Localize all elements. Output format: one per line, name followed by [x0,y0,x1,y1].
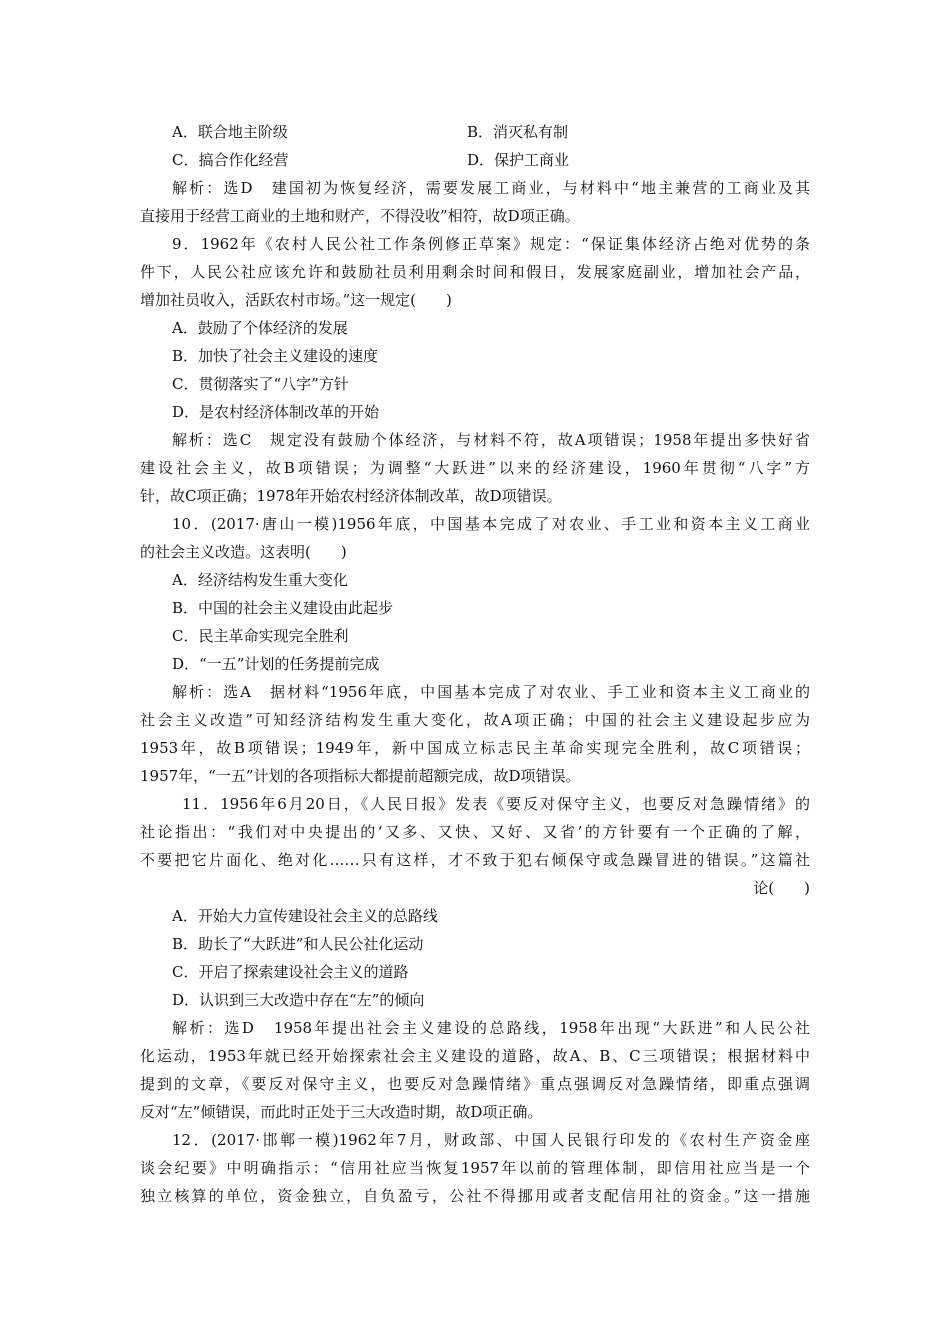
q11-stem-line-4: 论( ) [753,879,810,897]
q10-answer-line-2: 社会主义改造”可知经济结构发生重大变化，故A项正确；中国的社会主义建设起步应为 [140,711,810,729]
q9-answer-line-2: 建设社会主义，故B项错误；为调整“大跃进”以来的经济建设，1960年贯彻“八字”方 [140,459,810,477]
q11-answer-line-4: 反对“左”倾错误，而此时正处于三大改造时期，故D项正确。 [140,1103,543,1121]
q12-stem-line-3: 独立核算的单位，资金独立，自负盈亏，公社不得挪用或者支配信用社的资金。”这一措施 [140,1187,810,1205]
q9-option-a: A．鼓励了个体经济的发展 [172,319,348,337]
q8-option-a: A．联合地主阶级 [172,123,288,141]
q12-stem-line-2: 谈会纪要》中明确指示：“信用社应当恢复1957年以前的管理体制，即信用社应当是一个 [140,1159,810,1177]
q11-option-b: B．助长了“大跃进”和人民公社化运动 [172,935,424,953]
q10-option-d: D．“一五”计划的任务提前完成 [172,655,380,673]
q8-option-b: B．消灭私有制 [467,123,569,141]
q11-stem-line-1: 11．1956年6月20日，《人民日报》发表《要反对保守主义，也要反对急躁情绪》的 [182,795,810,813]
q10-stem-line-2: 的社会主义改造。这表明( ) [140,543,347,561]
q9-stem-line-2: 件下，人民公社应该允许和鼓励社员利用剩余时间和假日，发展家庭副业，增加社会产品， [140,263,810,281]
q10-option-b: B．中国的社会主义建设由此起步 [172,599,394,617]
q9-option-c: C．贯彻落实了“八字”方针 [172,375,349,393]
q9-option-b: B．加快了社会主义建设的速度 [172,347,379,365]
q11-answer-line-3: 提到的文章，《要反对保守主义，也要反对急躁情绪》重点强调反对急躁情绪，即重点强调 [140,1075,810,1093]
q10-answer-line-4: 1957年，“一五”计划的各项指标大都提前超额完成，故D项错误。 [140,767,581,785]
q9-answer-line-1: 解析：选C 规定没有鼓励个体经济，与材料不符，故A项错误；1958年提出多快好省 [172,431,810,449]
q10-option-a: A．经济结构发生重大变化 [172,571,348,589]
q10-option-c: C．民主革命实现完全胜利 [172,627,349,645]
q11-option-d: D．认识到三大改造中存在“左”的倾向 [172,991,425,1009]
q11-option-c: C．开启了探索建设社会主义的道路 [172,963,409,981]
q11-answer-line-1: 解析：选D 1958年提出社会主义建设的总路线，1958年出现“大跃进”和人民公社 [172,1019,810,1037]
q11-stem-line-2: 社论指出：“我们对中央提出的‘又多、又快、又好、又省’的方针要有一个正确的了解， [140,823,810,841]
q11-option-a: A．开始大力宣传建设社会主义的总路线 [172,907,438,925]
q10-answer-line-1: 解析：选A 据材料“1956年底，中国基本完成了对农业、手工业和资本主义工商业的 [172,683,810,701]
q8-answer-line-2: 直接用于经营工商业的土地和财产，不得没收”相符，故D项正确。 [140,207,580,225]
q8-answer-line-1: 解析：选D 建国初为恢复经济，需要发展工商业，与材料中“地主兼营的工商业及其 [172,179,810,197]
q9-answer-line-3: 针，故C项正确；1978年开始农村经济体制改革，故D项错误。 [140,487,562,505]
q9-stem-line-3: 增加社员收入，活跃农村市场。”这一规定( ) [140,291,452,309]
q8-option-c: C．搞合作化经营 [172,151,289,169]
q12-stem-line-1: 12．(2017·邯郸一模)1962年7月，财政部、中国人民银行印发的《农村生产资金座 [172,1131,810,1149]
q8-option-d: D．保护工商业 [467,151,570,169]
q10-stem-line-1: 10．(2017·唐山一模)1956年底，中国基本完成了对农业、手工业和资本主义工商业 [172,515,810,533]
q11-stem-line-3: 不要把它片面化、绝对化……只有这样，才不致于犯右倾保守或急躁冒进的错误。”这篇社 [140,851,810,869]
q11-answer-line-2: 化运动，1953年就已经开始探索社会主义建设的道路，故A、B、C三项错误；根据材料中 [140,1047,810,1065]
q9-option-d: D．是农村经济体制改革的开始 [172,403,380,421]
q9-stem-line-1: 9．1962年《农村人民公社工作条例修正草案》规定：“保证集体经济占绝对优势的条 [172,235,810,253]
q10-answer-line-3: 1953年，故B项错误；1949年，新中国成立标志民主革命实现完全胜利，故C项错误； [140,739,810,757]
